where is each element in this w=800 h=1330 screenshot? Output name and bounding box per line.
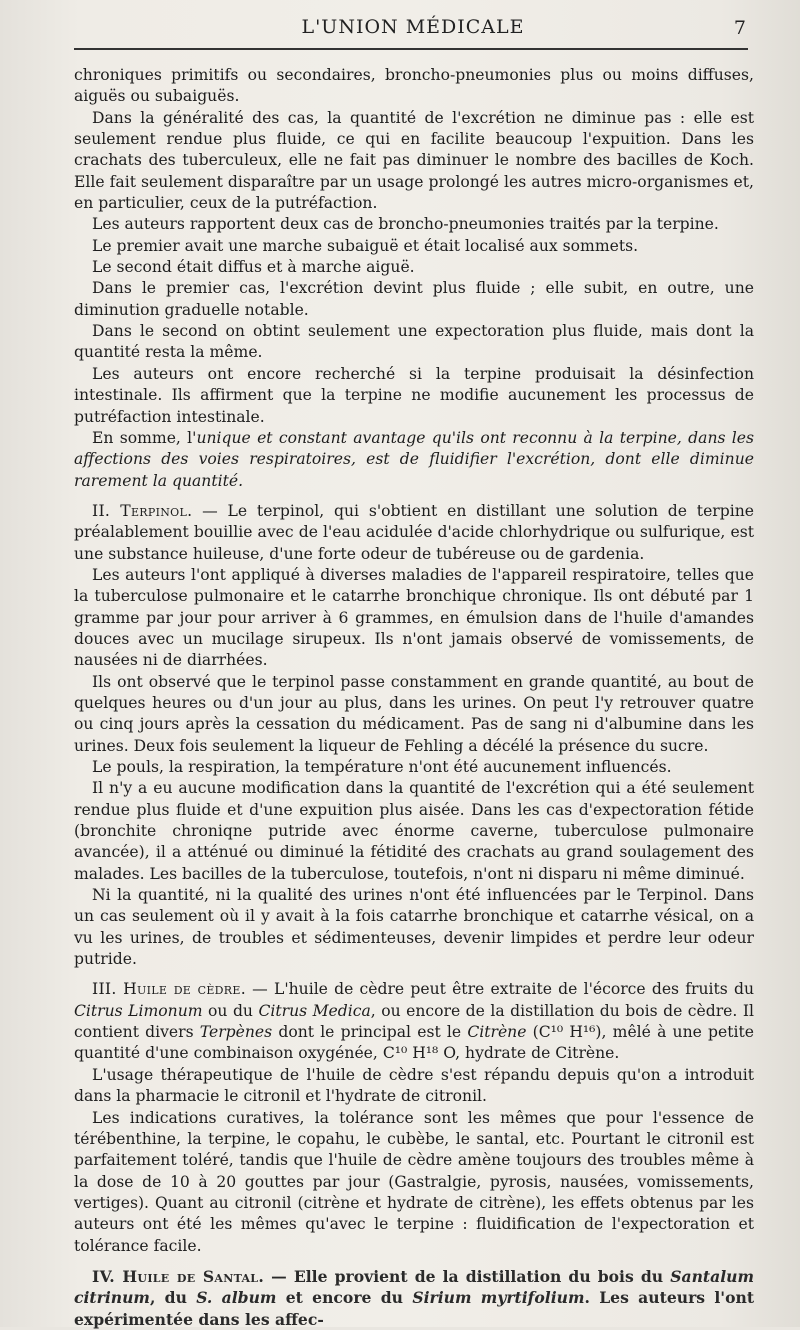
italic-run: Terpènes [199,1023,273,1042]
italic-run: Citrus Medica [258,1001,371,1020]
page-number: 7 [733,17,746,39]
paragraph: Ni la quantité, ni la qualité des urines n'ont été influencées par le Terpinol. Dans un cas seulement où il y avait à la fois catarrhe bronchique et catarrhe vésical, on a vu les urines, de troubles et sédimenteuses, devenir limpides et perdre leur odeur putride. [74,886,754,969]
italic-run: Sirium myrtifolium [412,1288,585,1308]
italic-run: S. album [196,1288,277,1308]
paragraph: chroniques primitifs ou secondaires, broncho-pneumonies plus ou moins diffuses, aiguës ou subaiguës. [74,66,754,106]
text-run: — L'huile de cèdre peut être extraite de l'écorce des fruits du [245,980,754,999]
paragraph: Le second était diffus et à marche aiguë. [92,258,415,277]
text-run: (C¹⁰ H¹⁶), mêlé à une petite quantité d'une combinaison oxygénée, C¹⁰ H¹⁸ O, hydrate de Citrène. [74,1023,754,1063]
article-body [74,65,754,1330]
italic-run: Citrus Limonum [74,1001,203,1020]
text-run: — Le terpinol, qui s'obtient en distillant une solution de terpine préalablement bouillie avec de l'eau acidulée d'acide chlorhydrique ou sulfurique, est une substance huileuse, d'une forte odeur de tubéreuse ou de gardenia. [74,501,754,563]
italic-run: Citrène [467,1023,527,1042]
section-heading: III. Huile de cèdre. [92,980,246,999]
paragraph: L'usage thérapeutique de l'huile de cèdre s'est répandu depuis qu'on a introduit dans la pharmacie le citronil et l'hydrate de citronil. [74,1065,754,1106]
text-run: et encore du [276,1288,413,1308]
paragraph: Dans le second on obtint seulement une expectoration plus fluide, mais dont la quantité resta la même. [74,322,754,362]
text-run: dont le principal est le [272,1023,468,1042]
text-run: , du [149,1288,197,1308]
text-run: ou du [202,1001,259,1020]
paragraph: Les auteurs rapportent deux cas de broncho-pneumonies traités par la terpine. [92,215,719,234]
section-heading: IV. Huile de Santal. [92,1266,265,1286]
running-title: L'UNION MÉDICALE [301,16,525,38]
paragraph: Ils ont observé que le terpinol passe constamment en grande quantité, au bout de quelques heures ou d'un jour au plus, dans les urines. On peut l'y retrouver quatre ou cinq jours après la cessation du médicament. Pas de sang ni d'albumine dans les urines. Deux fois seulement la liqueur de Fehling a décélé la présence du sucre. [74,672,754,755]
paragraph: Dans la généralité des cas, la quantité de l'excrétion ne diminue pas : elle est seulement rendue plus fluide, ce qui en facilite beaucoup l'expuition. Dans les crachats des tuberculeux, elle ne fait pas diminuer le nombre des bacilles de Koch. Elle fait seulement disparaître par un usage prolongé les autres micro-organismes et, en particulier, ceux de la putréfaction. [74,108,754,213]
paragraph: Il n'y a eu aucune modification dans la quantité de l'excrétion qui a été seulement rendue plus fluide et d'une expuition plus aisée. Dans les cas d'expectoration fétide (bronchite chroniqne putride avec énorme caverne, tuberculose pulmonaire avancée), il a atténué ou diminué la fétidité des crachats au grand soulagement des malades. Les bacilles de la tuberculose, toutefois, n'ont ni disparu ni même diminué. [74,779,754,883]
text-run: . Les auteurs l'ont expérimentée dans les affec- [74,1288,755,1329]
paragraph-conclusion [74,428,754,492]
header-rule [74,48,748,50]
section-terpinol [74,501,754,565]
paragraph: Le premier avait une marche subaiguë et était localisé aux sommets. [92,236,639,255]
paragraph: Les indications curatives, la tolérance sont les mêmes que pour l'essence de térébenthine, la terpine, le copahu, le cubèbe, le santal, etc. Pourtant le citronil est parfaitement toléré, tandis que l'huile de cèdre amène toujours des troubles même à la dose de 10 à 20 gouttes par jour (Gastralgie, pyrosis, nausées, vomissements, vertiges). Quant au citronil (citrène et hydrate de citrène), les effets obtenus par les auteurs ont été les mêmes qu'avec le terpine : fluidification de l'expectoration et tolérance facile. [74,1108,754,1255]
italic-run: Santalum citrinum [74,1266,754,1308]
section-huile-de-cedre [74,979,754,1064]
section-huile-de-santal [74,1266,754,1330]
text-run: En somme, l' [92,428,197,447]
text-run: , ou encore de la distillation du bois de cèdre. Il contient divers [74,1001,754,1042]
paragraph: Dans le premier cas, l'excrétion devint plus fluide ; elle subit, en outre, une diminution graduelle notable. [74,279,754,319]
section-heading: II. Terpinol. [92,501,193,520]
paragraph: Le pouls, la respiration, la température n'ont été aucunement influencés. [92,758,672,776]
paragraph: Les auteurs ont encore recherché si la terpine produisait la désinfection intestinale. Ils affirment que la terpine ne modifie aucunement les processus de putréfaction intestinale. [74,364,754,426]
text-run: — Elle provient de la distillation du bois du [264,1266,671,1286]
paragraph: Les auteurs l'ont appliqué à diverses maladies de l'appareil respiratoire, telles que la tuberculose pulmonaire et le catarrhe bronchique chronique. Ils ont débuté par 1 gramme par jour pour arriver à 6 grammes, en émulsion dans de l'huile d'amandes douces avec un mucilage sirupeux. Ils n'ont jamais observé de vomissements, de nausées ni de diarrhées. [74,565,754,670]
page-header [74,16,752,44]
italic-run: unique et constant avantage qu'ils ont reconnu à la terpine, dans les affections des voies respiratoires, est de fluidifier l'excrétion, dont elle diminue rarement la quantité. [74,428,755,490]
